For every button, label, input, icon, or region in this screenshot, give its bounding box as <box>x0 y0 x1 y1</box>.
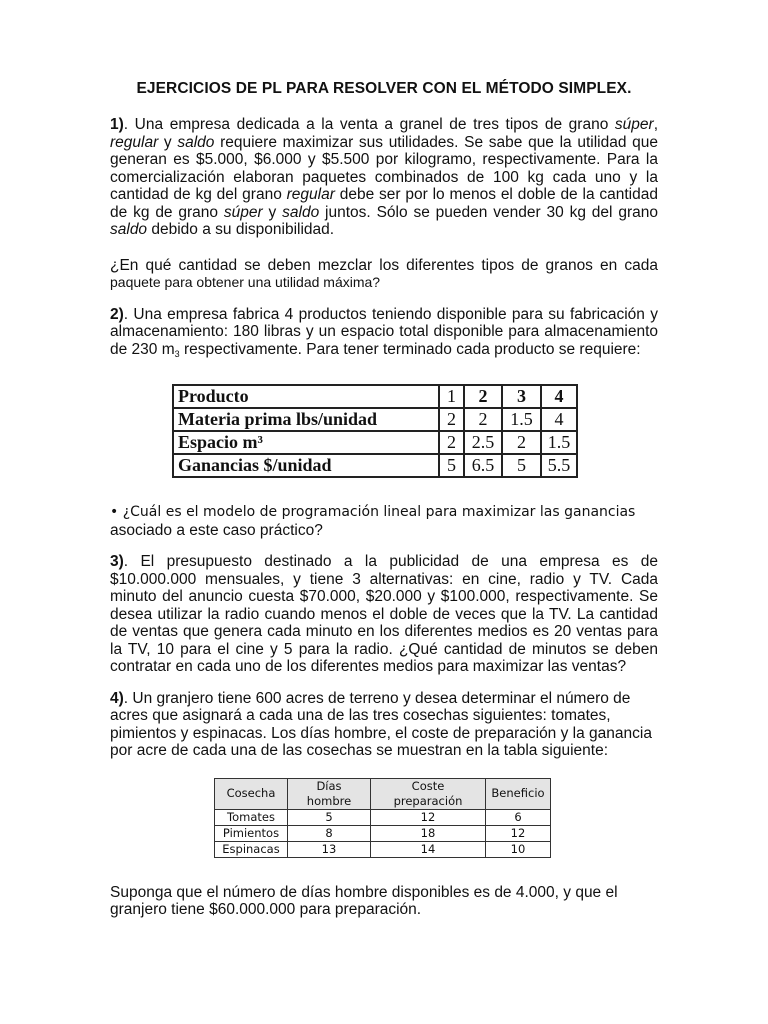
table-header-cell: Producto <box>173 385 439 408</box>
table-cell: 12 <box>371 809 486 825</box>
table-cell: 14 <box>371 841 486 857</box>
exercise-4-closing-line1: Suponga que el número de días hombre disponibles es de 4.000, y que el <box>110 883 618 901</box>
table-row <box>173 431 577 454</box>
table-cell: 6.5 <box>464 454 502 477</box>
exercise-2-question-line2: asociado a este caso práctico? <box>110 521 323 539</box>
table-header-cell: Beneficio <box>486 778 551 809</box>
table-cell: 2 <box>502 431 541 454</box>
table-cell: 13 <box>288 841 371 857</box>
exercise-1-number: 1) <box>110 116 124 133</box>
table-cell: 5 <box>288 809 371 825</box>
table-cell: 4 <box>541 408 577 431</box>
table-cell: 2 <box>439 408 464 431</box>
exercise-4-line2: acres que asignará a cada una de las tres cosechas siguientes: tomates, <box>110 707 611 724</box>
table-row <box>215 809 551 825</box>
table-cell: 5 <box>439 454 464 477</box>
exercise-1-paragraph: 1). Una empresa dedicada a la venta a granel de tres tipos de grano súper, regular y saldo requiere maximizar sus utilidades. Se sabe que la utilidad que generan es $5.000, $6.000 y $5.500 por kilogramo, respectivamente. Para la comercialización elaboran paquetes combinados de 100 kg cada uno y la cantidad de kg del grano regular debe ser por lo menos el doble de la cantidad de kg de grano súper y saldo juntos. Sólo se pueden vender 30 kg del grano saldo debido a su disponibilidad. <box>110 116 658 238</box>
table-cell: 5.5 <box>541 454 577 477</box>
table-cell: 1.5 <box>502 408 541 431</box>
table-row <box>215 841 551 857</box>
table-header-row <box>215 778 551 809</box>
table-cell: Pimientos <box>215 825 288 841</box>
table-cell: 2 <box>439 431 464 454</box>
exercise-4-closing-line2: granjero tiene $60.000.000 para preparación. <box>110 901 422 918</box>
table-row <box>173 408 577 431</box>
exercise-4-line3: pimientos y espinacas. Los días hombre, el coste de preparación y la ganancia <box>110 724 652 742</box>
table-cell: 12 <box>486 825 551 841</box>
table-header-cell: Días hombre <box>288 778 371 809</box>
product-requirements-table <box>172 384 578 478</box>
table-cell: Espacio m³ <box>173 431 439 454</box>
table-cell: Ganancias $/unidad <box>173 454 439 477</box>
table-cell: 18 <box>371 825 486 841</box>
bullet-icon: • <box>110 504 119 520</box>
table-header-cell: Coste preparación <box>371 778 486 809</box>
table-header-cell: Cosecha <box>215 778 288 809</box>
exercise-3-paragraph: 3). El presupuesto destinado a la publicidad de una empresa es de $10.000.000 mensuales, y tiene 3 alternativas: en cine, radio y TV. Cada minuto del anuncio cuesta $70.000, $20.000 y $100.000, respectivamente. Se desea utilizar la radio cuando menos el doble de veces que la TV. La cantidad de ventas que genera cada minuto en los diferentes medios es 20 ventas para la TV, 10 para el cine y 5 para la radio. ¿Qué cantidad de minutos se deben contratar en cada uno de los diferentes medios para maximizar las ventas? <box>110 553 658 675</box>
table-header-cell: 4 <box>541 385 577 408</box>
exercise-2-number: 2) <box>110 305 124 323</box>
table-cell: Tomates <box>215 809 288 825</box>
harvest-table <box>214 778 551 858</box>
exercise-3-number: 3) <box>110 553 124 570</box>
table-header-row <box>173 385 577 408</box>
exercise-1-question-line2: paquete para obtener una utilidad máxima? <box>110 274 381 290</box>
table-cell: 2 <box>464 408 502 431</box>
table-cell: Materia prima lbs/unidad <box>173 408 439 431</box>
table-cell: 8 <box>288 825 371 841</box>
table-cell: Espinacas <box>215 841 288 857</box>
table-header-cell: 1 <box>439 385 464 408</box>
table-cell: 6 <box>486 809 551 825</box>
exercise-2-paragraph: 2). Una empresa fabrica 4 productos teniendo disponible para su fabricación y almacenamiento: 180 libras y un espacio total disponible para almacenamiento de 230 $m_3$ respectivamente. Para tener terminado cada producto se requiere: <box>110 305 658 359</box>
exercise-2-question-line1: • ¿Cuál es el modelo de programación lineal para maximizar las ganancias <box>110 504 636 520</box>
exercise-4-line4: por acre de cada una de las cosechas se muestran en la tabla siguiente: <box>110 742 609 759</box>
table-row <box>215 825 551 841</box>
exercise-1-question-line1: ¿En qué cantidad se deben mezclar los diferentes tipos de granos en cada <box>110 256 658 274</box>
exercise-4-line1: 4). Un granjero tiene 600 acres de terreno y desea determinar el número de <box>110 689 631 707</box>
table-cell: 5 <box>502 454 541 477</box>
document-title: EJERCICIOS DE PL PARA RESOLVER CON EL MÉTODO SIMPLEX. <box>136 80 632 97</box>
table-header-cell: 2 <box>464 385 502 408</box>
table-cell: 1.5 <box>541 431 577 454</box>
document-page <box>110 80 658 919</box>
table-cell: 10 <box>486 841 551 857</box>
exercise-4-number: 4) <box>110 689 124 707</box>
table-row <box>173 454 577 477</box>
table-header-cell: 3 <box>502 385 541 408</box>
table-cell: 2.5 <box>464 431 502 454</box>
